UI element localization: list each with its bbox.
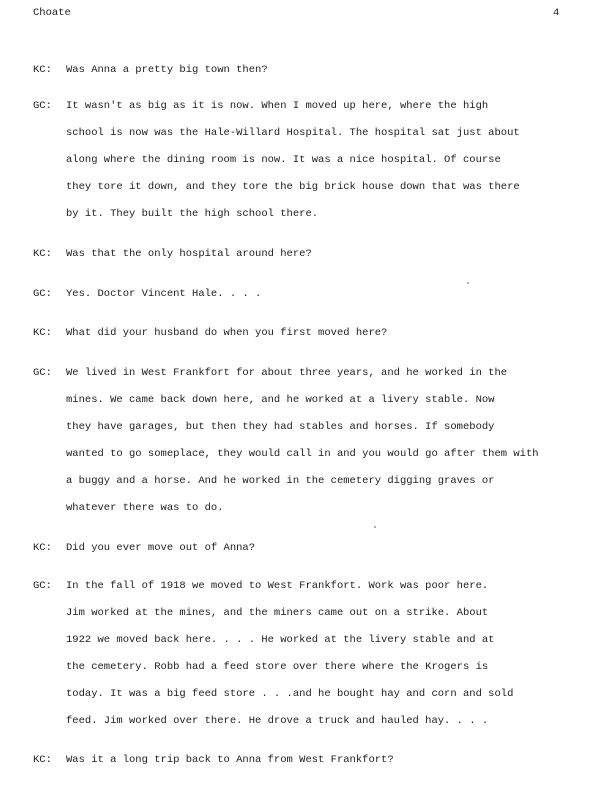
transcript-line: Was that the only hospital around here? xyxy=(66,248,312,260)
transcript-line: mines. We came back down here, and he worked at a livery stable. Now xyxy=(66,394,495,406)
transcript-line: the cemetery. Robb had a feed store over there where the Krogers is xyxy=(66,661,489,673)
transcript-line: What did your husband do when you first moved here? xyxy=(66,327,388,339)
speaker-label: KC: xyxy=(33,248,52,260)
transcript-line: whatever there was to do. xyxy=(66,502,224,514)
transcript-line: school is now was the Hale-Willard Hospital. The hospital sat just about xyxy=(66,127,520,139)
scan-speck xyxy=(467,282,469,284)
transcript-line: they have garages, but then they had stables and horses. If somebody xyxy=(66,421,495,433)
transcript-line: 1922 we moved back here. . . . He worked at the livery stable and at xyxy=(66,634,495,646)
transcript-line: today. It was a big feed store . . .and he bought hay and corn and sold xyxy=(66,688,514,700)
speaker-label: GC: xyxy=(33,100,52,112)
transcript-line: feed. Jim worked over there. He drove a truck and hauled hay. . . . xyxy=(66,715,489,727)
transcript-line: they tore it down, and they tore the big brick house down that was there xyxy=(66,181,520,193)
transcript-line: by it. They built the high school there. xyxy=(66,208,319,220)
transcript-line: wanted to go someplace, they would call in and you would go after them with xyxy=(66,448,539,460)
speaker-label: KC: xyxy=(33,754,52,766)
header-page-number: 4 xyxy=(553,7,560,19)
transcript-line: Was Anna a pretty big town then? xyxy=(66,64,268,76)
transcript-line: along where the dining room is now. It was a nice hospital. Of course xyxy=(66,154,501,166)
transcript-line: Was it a long trip back to Anna from West Frankfort? xyxy=(66,754,394,766)
header-interviewee-name: Choate xyxy=(33,7,71,19)
transcript-line: Jim worked at the mines, and the miners came out on a strike. About xyxy=(66,607,489,619)
transcript-line: In the fall of 1918 we moved to West Frankfort. Work was poor here. xyxy=(66,580,489,592)
speaker-label: KC: xyxy=(33,64,52,76)
transcript-line: Did you ever move out of Anna? xyxy=(66,542,256,554)
transcript-line: a buggy and a horse. And he worked in the cemetery digging graves or xyxy=(66,475,495,487)
speaker-label: GC: xyxy=(33,288,52,300)
speaker-label: KC: xyxy=(33,327,52,339)
speaker-label: GC: xyxy=(33,367,52,379)
transcript-line: We lived in West Frankfort for about three years, and he worked in the xyxy=(66,367,508,379)
transcript-line: Yes. Doctor Vincent Hale. . . . xyxy=(66,288,262,300)
speaker-label: KC: xyxy=(33,542,52,554)
transcript-line: It wasn't as big as it is now. When I moved up here, where the high xyxy=(66,100,489,112)
speaker-label: GC: xyxy=(33,580,52,592)
scan-speck xyxy=(374,526,376,528)
